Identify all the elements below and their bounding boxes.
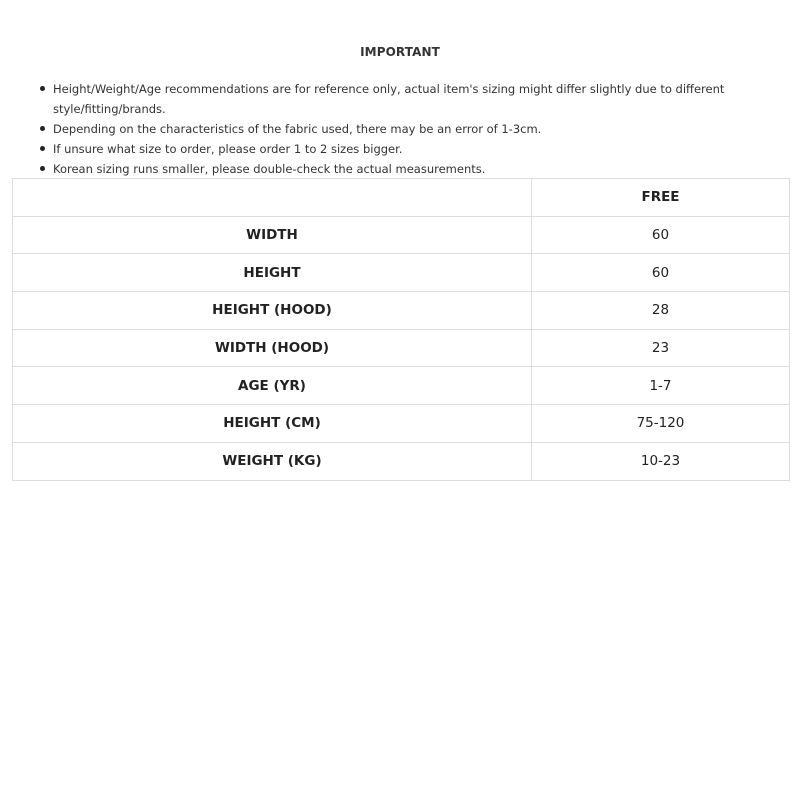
notice-text: Height/Weight/Age recommendations are for reference only, actual item's sizing might differ slightly due to different style/fitting/brands.: [53, 82, 725, 116]
bullet-icon: [40, 126, 45, 131]
row-value: 28: [532, 292, 790, 330]
size-column-header: FREE: [532, 179, 790, 217]
row-label: AGE (YR): [13, 367, 532, 405]
notice-item: [38, 79, 778, 119]
bullet-icon: [40, 146, 45, 151]
row-value: 60: [532, 254, 790, 292]
table-row: [13, 216, 790, 254]
table-row: [13, 329, 790, 367]
row-value: 60: [532, 216, 790, 254]
notice-item: [38, 139, 778, 159]
notice-item: [38, 119, 778, 139]
row-label: WEIGHT (KG): [13, 442, 532, 480]
row-value: 1-7: [532, 367, 790, 405]
table-row: [13, 367, 790, 405]
notice-item: [38, 159, 778, 179]
row-label: HEIGHT: [13, 254, 532, 292]
bullet-icon: [40, 166, 45, 171]
row-label: WIDTH: [13, 216, 532, 254]
notice-text: Korean sizing runs smaller, please double-check the actual measurements.: [53, 162, 486, 176]
table-row: [13, 405, 790, 443]
row-label: WIDTH (HOOD): [13, 329, 532, 367]
row-value: 23: [532, 329, 790, 367]
notice-title: IMPORTANT: [360, 45, 440, 59]
table-header-row: [13, 179, 790, 217]
bullet-icon: [40, 86, 45, 91]
table-row: [13, 292, 790, 330]
table-row: [13, 254, 790, 292]
table-corner-cell: [13, 179, 532, 217]
notice-text: If unsure what size to order, please order 1 to 2 sizes bigger.: [53, 142, 403, 156]
notice-text: Depending on the characteristics of the fabric used, there may be an error of 1-3cm.: [53, 122, 542, 136]
size-table: [12, 178, 790, 481]
notice-list: [38, 79, 778, 179]
row-value: 10-23: [532, 442, 790, 480]
table-row: [13, 442, 790, 480]
row-value: 75-120: [532, 405, 790, 443]
row-label: HEIGHT (HOOD): [13, 292, 532, 330]
row-label: HEIGHT (CM): [13, 405, 532, 443]
